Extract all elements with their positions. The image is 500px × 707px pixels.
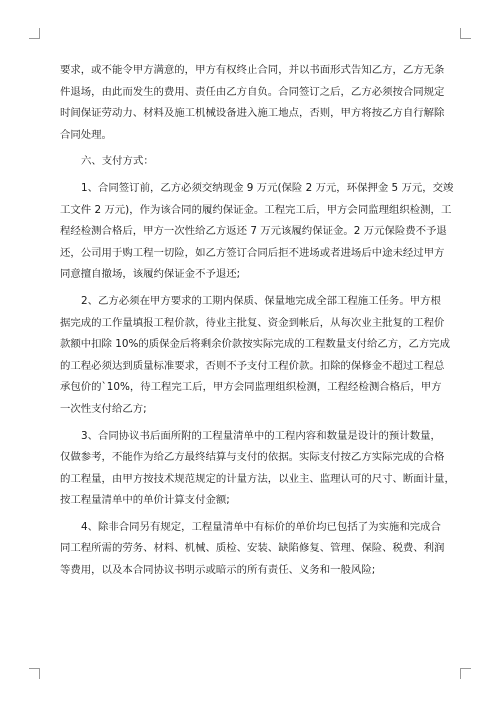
text-line: 的工程量，由甲方按技术规范规定的计量方法，以业主、监理认可的尺寸、断面计量， [60,472,455,485]
text-line: 款额中扣除 10%的质保金后将剩余价款按实际完成的工程数量支付给乙方，乙方完成 [60,338,451,351]
text-line: 一次性支付给乙方; [60,402,147,415]
text-line: 承包价的`10%，待工程完工后，甲方会同监理组织检测，工程经检测合格后，甲方 [60,381,442,394]
text-line: 按工程量清单中的单价计算支付金额; [60,494,230,507]
text-line: 六、支付方式： [81,155,154,168]
crop-mark-bottom-right [460,668,471,679]
contract-body-text [60,60,455,582]
text-line: 4、除非合同另有规定，工程量清单中有标价的单价均已包括了为实施和完成合 [81,520,441,533]
text-line: 合同处理。 [60,128,112,141]
text-line: 仅做参考，不能作为给乙方最终结算与支付的依据。实际支付按乙方实际完成的合格 [60,451,445,464]
text-line: 等费用，以及本合同协议书明示或暗示的所有责任、义务和一般风险; [60,564,376,577]
text-line: 的工程必须达到质量标准要求，否则不予支付工程价款。扣除的保修金不超过工程总 [60,359,445,372]
crop-mark-top-right [460,28,471,39]
text-line: 1、合同签订前，乙方必须交纳现金 9 万元(保险 2 万元，环保押金 5 万元，交竣 [81,181,454,194]
text-line: 件退场，由此而发生的费用、责任由乙方自负。合同签订之后，乙方必须按合同规定 [60,85,445,98]
text-line: 据完成的工作量填报工程价款，待业主批复、资金到帐后，从每次业主批复的工程价 [60,316,445,329]
text-line: 同意擅自撤场，该履约保证金不予退还; [60,268,241,281]
text-line: 时间保证劳动力、材料及施工机械设备进入施工地点，否则，甲方将按乙方自行解除 [60,107,445,120]
crop-mark-top-left [29,28,40,39]
text-line: 工文件 2 万元)，作为该合同的履约保证金。工程完工后，甲方会同监理组织检测，工 [60,203,452,216]
text-line: 要求，或不能令甲方满意的，甲方有权终止合同，并以书面形式告知乙方，乙方无条 [60,64,445,76]
text-line: 还，公司用于购工程一切险，如乙方签订合同后拒不进场或者进场后中途未经过甲方 [60,246,445,259]
crop-mark-bottom-left [29,668,40,679]
text-line: 3、合同协议书后面所附的工程量清单中的工程内容和数量是设计的预计数量， [81,429,441,442]
text-line: 同工程所需的劳务、材料、机械、质检、安装、缺陷修复、管理、保险、税费、利润 [60,542,445,555]
text-line: 2、乙方必须在甲方要求的工期内保质、保量地完成全部工程施工任务。甲方根 [81,294,441,307]
text-line: 程经检测合格后，甲方一次性给乙方返还 7 万元该履约保证金。2 万元保险费不予退 [60,225,447,238]
